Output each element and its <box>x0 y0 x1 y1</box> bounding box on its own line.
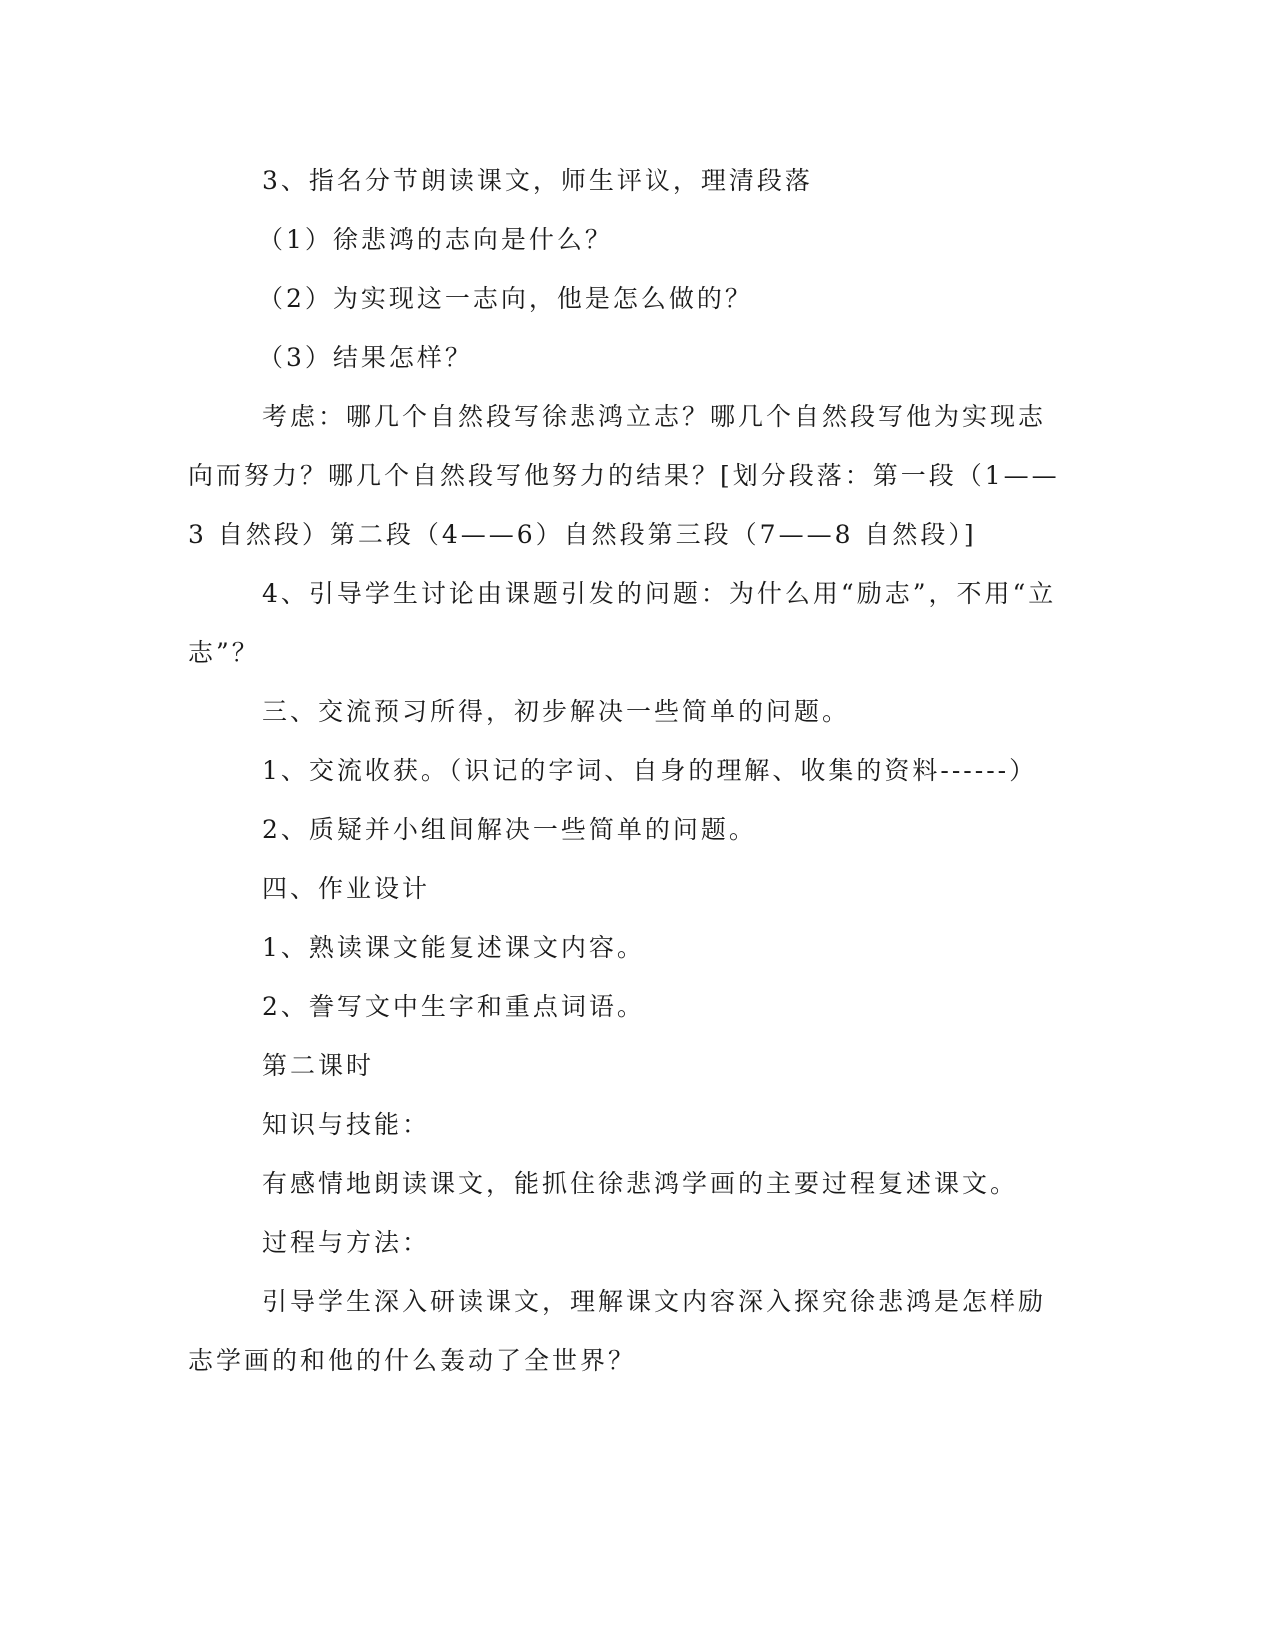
knowledge-skills-heading: 知识与技能： <box>262 1110 431 1139</box>
process-method-text-line-2: 志学画的和他的什么轰动了全世界？ <box>188 1346 637 1375</box>
section-3-heading: 三、交流预习所得，初步解决一些简单的问题。 <box>262 697 851 726</box>
knowledge-skills-text: 有感情地朗读课文，能抓住徐悲鸿学画的主要过程复述课文。 <box>262 1169 1019 1198</box>
consider-paragraph-line-3: 3 自然段）第二段（4——6）自然段第三段（7——8 自然段）] <box>188 520 977 549</box>
process-method-text-line-1: 引导学生深入研读课文，理解课文内容深入探究徐悲鸿是怎样励 <box>262 1287 1047 1316</box>
section-3-item-1: 1、交流收获。（识记的字词、自身的理解、收集的资料------） <box>262 756 1038 785</box>
question-1: （1）徐悲鸿的志向是什么？ <box>258 225 613 254</box>
process-method-heading: 过程与方法： <box>262 1228 431 1257</box>
homework-item-2: 2、誊写文中生字和重点词语。 <box>262 992 645 1021</box>
second-lesson-heading: 第二课时 <box>262 1051 375 1080</box>
consider-paragraph-line-1: 考虑：哪几个自然段写徐悲鸿立志？哪几个自然段写他为实现志 <box>262 402 1047 431</box>
step-3-heading: 3、指名分节朗读课文，师生评议，理清段落 <box>262 166 813 195</box>
question-3: （3）结果怎样？ <box>258 343 473 372</box>
step-4-line-2: 志”？ <box>188 638 260 667</box>
section-3-item-2: 2、质疑并小组间解决一些简单的问题。 <box>262 815 757 844</box>
homework-item-1: 1、熟读课文能复述课文内容。 <box>262 933 645 962</box>
section-4-heading: 四、作业设计 <box>262 874 431 903</box>
consider-paragraph-line-2: 向而努力？哪几个自然段写他努力的结果？[划分段落：第一段（1—— <box>188 461 1060 490</box>
step-4-line-1: 4、引导学生讨论由课题引发的问题：为什么用“励志”，不用“立 <box>262 579 1057 608</box>
question-2: （2）为实现这一志向，他是怎么做的？ <box>258 284 753 313</box>
